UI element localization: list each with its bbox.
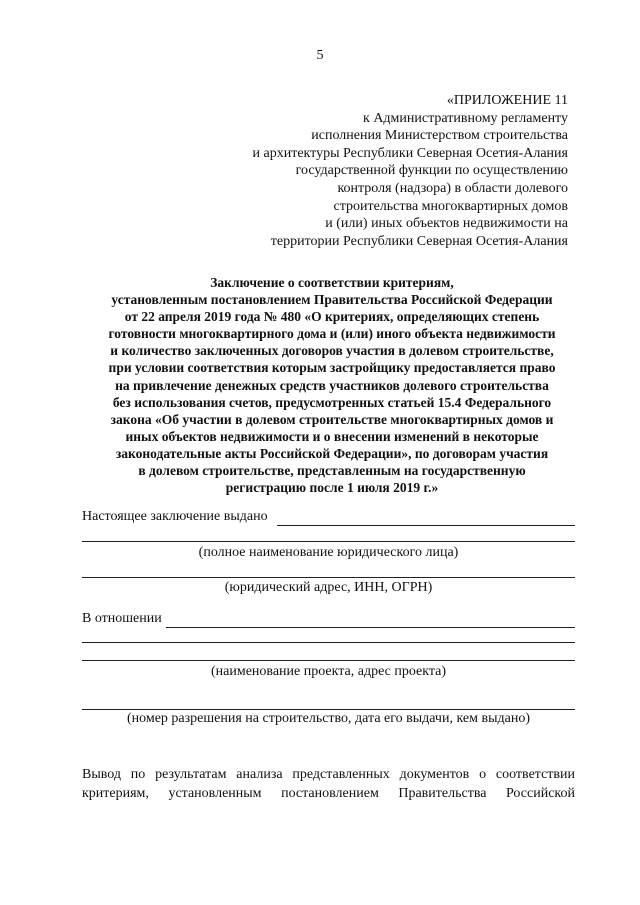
- issued-row: [82, 509, 575, 525]
- title-line: иных объектов недвижимости и о внесении изменений в некоторые: [125, 428, 539, 444]
- title-line: в долевом строительстве, представленным на государственную: [138, 463, 526, 479]
- title-line: законодательные акты Российской Федерации», по договорам участия: [115, 445, 549, 461]
- legal-name-caption: (полное наименование юридического лица): [198, 545, 459, 560]
- issued-label: Настоящее заключение выдано: [82, 509, 268, 524]
- appendix-block: [148, 92, 568, 250]
- title-line: от 22 апреля 2019 года № 480 «О критериях, определяющих степень: [124, 309, 540, 325]
- title-line: без использования счетов, предусмотренных статьей 15.4 Федерального: [112, 394, 552, 410]
- legal-name-line[interactable]: [82, 541, 575, 542]
- permit-caption: (номер разрешения на строительство, дата его выдачи, кем выдано): [126, 711, 531, 726]
- title-line: готовности многоквартирного дома и (или) иного объекта недвижимости: [108, 326, 556, 342]
- document-title: [64, 274, 600, 496]
- appendix-line: государственной функции по осуществлению: [295, 163, 568, 179]
- title-line: на привлечение денежных средств участников долевого строительства: [115, 377, 549, 393]
- title-line: закона «Об участии в долевом строительстве многоквартирных домов и: [110, 411, 554, 427]
- appendix-line: территории Республики Северная Осетия-Алания: [270, 233, 568, 249]
- page-number: 5: [316, 48, 324, 63]
- conclusion-paragraph: Вывод по результатам анализа представленных документов о соответствии критериям, установленным постановлением Правительства Российской: [82, 767, 575, 801]
- issued-fill-line[interactable]: [277, 525, 575, 526]
- title-line: и количество заключенных договоров участия в долевом строительстве,: [110, 343, 554, 359]
- regarding-row: [82, 611, 575, 627]
- project-line-1[interactable]: [82, 642, 575, 643]
- regarding-label: В отношении: [82, 611, 162, 626]
- title-line: при условии соответствия которым застройщику предоставляется право: [108, 360, 556, 376]
- appendix-line: и архитектуры Республики Северная Осетия-Алания: [252, 145, 568, 161]
- address-line[interactable]: [82, 577, 575, 578]
- appendix-line: к Административному регламенту: [363, 110, 568, 126]
- title-line: регистрацию после 1 июля 2019 г.»: [225, 480, 439, 496]
- appendix-line: исполнения Министерством строительства: [311, 128, 568, 144]
- regarding-fill-line[interactable]: [166, 627, 575, 628]
- address-caption: (юридический адрес, ИНН, ОГРН): [224, 580, 433, 595]
- appendix-line: «ПРИЛОЖЕНИЕ 11: [446, 93, 568, 108]
- appendix-line: контроля (надзора) в области долевого: [337, 180, 568, 196]
- appendix-line: строительства многоквартирных домов: [333, 198, 568, 214]
- title-line: Заключение о соответствии критериям,: [210, 275, 454, 290]
- appendix-line: и (или) иных объектов недвижимости на: [325, 216, 568, 232]
- title-line: установленным постановлением Правительства Российской Федерации: [111, 292, 553, 308]
- project-line-2[interactable]: [82, 660, 575, 661]
- project-caption: (наименование проекта, адрес проекта): [210, 664, 447, 679]
- permit-line[interactable]: [82, 709, 575, 710]
